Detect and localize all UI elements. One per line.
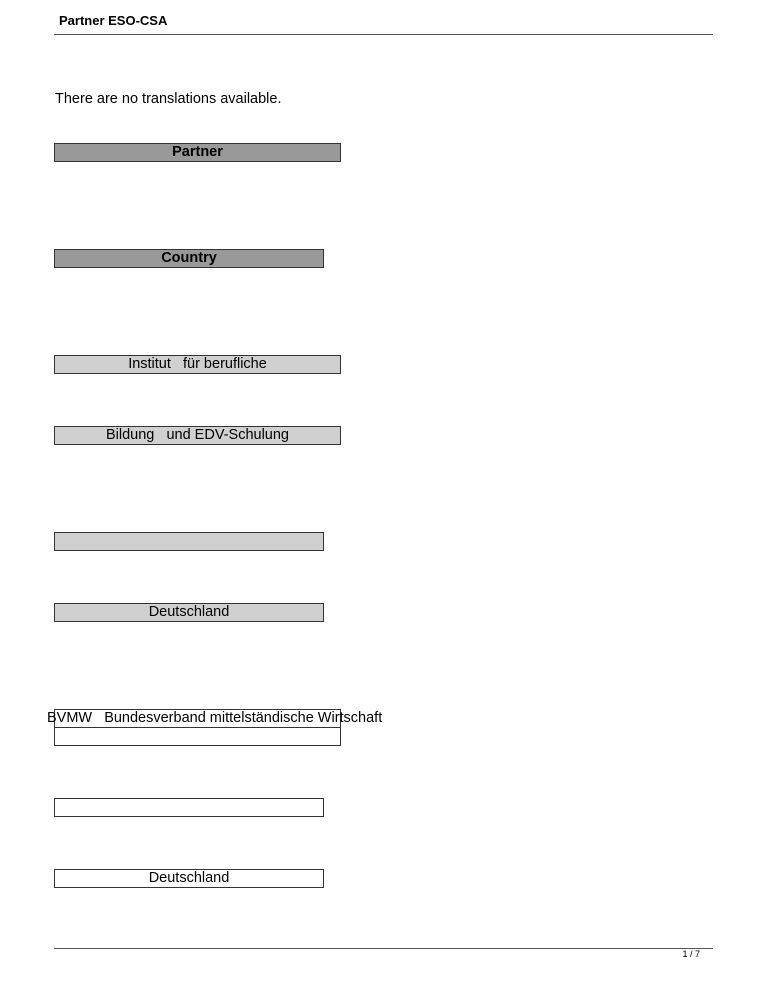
partner-2-name-line-2 bbox=[54, 727, 341, 746]
country-column-header: Country bbox=[54, 249, 324, 268]
partner-1-country: Deutschland bbox=[54, 603, 324, 622]
partner-1-empty-cell bbox=[54, 532, 324, 551]
footer-divider bbox=[54, 948, 713, 949]
partner-1-name-line-2: Bildung und EDV-Schulung bbox=[54, 426, 341, 445]
partner-1-name-line-1: Institut für berufliche bbox=[54, 355, 341, 374]
partner-column-header: Partner bbox=[54, 143, 341, 162]
page-number: 1 / 7 bbox=[682, 949, 700, 959]
header-divider bbox=[54, 34, 713, 35]
partner-2-country: Deutschland bbox=[54, 869, 324, 888]
partner-2-empty-cell bbox=[54, 798, 324, 817]
page-title: Partner ESO-CSA bbox=[59, 13, 168, 28]
partner-2-name: BVMW Bundesverband mittelständische Wirtschaft bbox=[47, 710, 383, 726]
no-translations-notice: There are no translations available. bbox=[55, 91, 282, 107]
